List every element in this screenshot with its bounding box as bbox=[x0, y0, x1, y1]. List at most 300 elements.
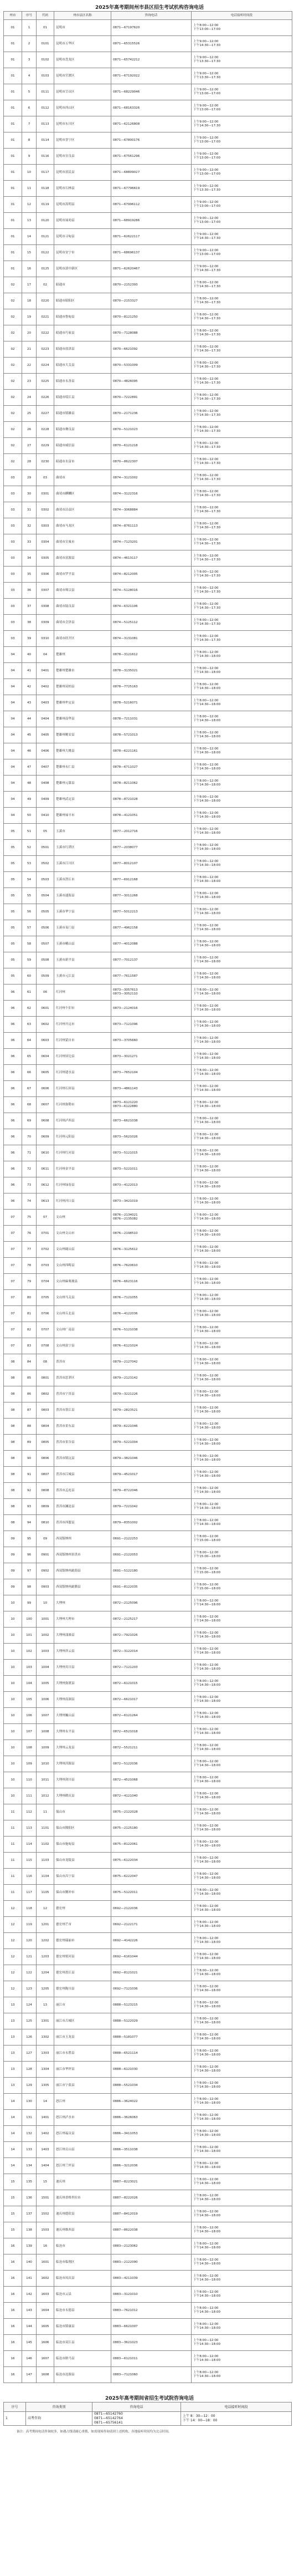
cell-phone: 0692—4142226 bbox=[111, 1933, 192, 1949]
cell-name: 德宏州瑞丽市 bbox=[54, 1933, 111, 1949]
cell-phone: 0888—5122029 bbox=[111, 2013, 192, 2029]
cell-code: 1601 bbox=[37, 2254, 54, 2271]
cell-name: 昭通市 bbox=[54, 277, 111, 293]
cell-index: 78 bbox=[22, 1258, 37, 1274]
cell-code: 1008 bbox=[37, 1724, 54, 1740]
cell-name: 文山州麻栗坡县 bbox=[54, 1274, 111, 1290]
cell-region: 06 bbox=[4, 1145, 22, 1161]
cell-phone: 0871—65742212 bbox=[111, 52, 192, 68]
cell-hours: 上午8:00—12:00 下午14:30—18:00 bbox=[192, 1113, 292, 1129]
cell-index: 112 bbox=[22, 1804, 37, 1820]
cell-hours: 上午8:00—12:00 下午14:30—17:30 bbox=[192, 358, 292, 374]
cell-region: 05 bbox=[4, 872, 22, 888]
cell-hours: 上午8:00—12:00 下午14:30—18:00 bbox=[192, 711, 292, 727]
cell-name: 普洱市思茅区 bbox=[54, 1370, 111, 1386]
table-row bbox=[4, 2190, 292, 2206]
cell-code: 0303 bbox=[37, 518, 54, 534]
cell-code: 0228 bbox=[37, 422, 54, 438]
cell-region: 03 bbox=[4, 486, 22, 502]
cell-phone: 0873—7652104 bbox=[111, 1065, 192, 1081]
cell-hours: 上午8:00—12:00 下午14:30—17:30 bbox=[192, 374, 292, 390]
table-header-row bbox=[4, 2402, 292, 2412]
cell-region: 12 bbox=[4, 1965, 22, 1981]
cell-index: 74 bbox=[22, 1193, 37, 1210]
cell-name: 楚雄州元谋县 bbox=[54, 776, 111, 792]
cell-name: 昆明市晋宁区 bbox=[54, 132, 111, 149]
cell-name: 玉溪市新平县 bbox=[54, 952, 111, 968]
cell-hours: 上午8:00—12:00 下午14:30—17:30 bbox=[192, 486, 292, 502]
cell-code: 0606 bbox=[37, 1081, 54, 1097]
cell-index: 96 bbox=[22, 1547, 37, 1563]
cell-hours: 上午8:00—12:00 下午14:30—18:00 bbox=[192, 1451, 292, 1467]
footnote: 备注：高考期间电话咨询较多，如遇占线请耐心重拨，如需现场咨询请到上述机构，各地接听时间均为北京时间。 bbox=[17, 2430, 172, 2434]
cell-region: 14 bbox=[4, 2094, 22, 2110]
cell-hours: 上午8:00—12:00 下午15:00—18:00 bbox=[192, 1547, 292, 1563]
cell-hours: 上午8:00—12:00 下午14:30—18:00 bbox=[192, 1290, 292, 1306]
cell-region: 07 bbox=[4, 1306, 22, 1322]
cell-code: 1006 bbox=[37, 1692, 54, 1708]
cell-hours: 上午8:00—12:00 下午14:30—18:00 bbox=[192, 920, 292, 936]
cell-code: 0113 bbox=[37, 116, 54, 132]
table-row bbox=[4, 454, 292, 470]
table-row bbox=[4, 1354, 292, 1370]
cell-name: 曲靖市陆良县 bbox=[54, 599, 111, 615]
cell-hours: 上午9:00—12:00 下午13:00—17:00 bbox=[192, 165, 292, 181]
cell-code: 06 bbox=[37, 985, 54, 1001]
table-row bbox=[4, 1740, 292, 1756]
table-row bbox=[4, 2367, 292, 2383]
cell-code: 0605 bbox=[37, 1065, 54, 1081]
cell-code: 09 bbox=[37, 1531, 54, 1547]
cell-code: 0508 bbox=[37, 952, 54, 968]
cell-phone: 0879—6221046 bbox=[111, 1419, 192, 1435]
table-row bbox=[4, 1660, 292, 1676]
cell-hours: 上午8:00—12:00 下午14:30—18:00 bbox=[192, 2158, 292, 2174]
cell-name: 普洱市西盟县 bbox=[54, 1515, 111, 1531]
cell-phone: 0874—8761113 bbox=[111, 518, 192, 534]
cell-region: 02 bbox=[4, 277, 22, 293]
cell-name: 曲靖市沾益区 bbox=[54, 502, 111, 518]
cell-phone: 0877—4962158 bbox=[111, 920, 192, 936]
cell-code: 1007 bbox=[37, 1708, 54, 1724]
table-row bbox=[4, 776, 292, 792]
cell-index: 88 bbox=[22, 1419, 37, 1435]
cell-region: 08 bbox=[4, 1435, 22, 1451]
cell-code: 1403 bbox=[37, 2142, 54, 2158]
cell-index: 118 bbox=[22, 1901, 37, 1917]
cell-region: 06 bbox=[4, 1017, 22, 1033]
cell-code: 13 bbox=[37, 1997, 54, 2013]
cell-code: 1607 bbox=[37, 2351, 54, 2367]
cell-phone: 0870—2171236 bbox=[111, 406, 192, 422]
cell-phone: 0872—7921026 bbox=[111, 1628, 192, 1644]
cell-name: 临沧市 bbox=[54, 2238, 111, 2254]
cell-code: 0609 bbox=[37, 1129, 54, 1145]
cell-code: 15 bbox=[37, 2174, 54, 2190]
cell-hours: 上午9:00—12:00 下午13:00—17:00 bbox=[192, 213, 292, 229]
contact-table bbox=[3, 11, 292, 2383]
table-row bbox=[4, 422, 292, 438]
table-row bbox=[4, 2335, 292, 2351]
cell-hours: 上午8:00—12:00 下午14:30—18:00 bbox=[192, 2126, 292, 2142]
cell-hours: 上午9:00—12:00 下午13:00—17:00 bbox=[192, 100, 292, 116]
cell-code: 1301 bbox=[37, 2013, 54, 2029]
cell-phone: 0876—7121055 bbox=[111, 1290, 192, 1306]
table-row bbox=[4, 2206, 292, 2222]
cell-code: 0407 bbox=[37, 759, 54, 776]
cell-phone: 0877—4012088 bbox=[111, 936, 192, 952]
table-row bbox=[4, 711, 292, 727]
cell-hours: 上午8:00—12:00 下午14:30—17:30 bbox=[192, 390, 292, 406]
cell-hours: 上午9:00—12:00 下午14:30—17:30 bbox=[192, 36, 292, 52]
cell-region: 01 bbox=[4, 20, 22, 36]
cell-hours: 上午8:00—12:00 下午14:30—17:30 bbox=[192, 534, 292, 550]
cell-name: 昆明市盘龙区 bbox=[54, 52, 111, 68]
table-row bbox=[4, 245, 292, 261]
cell-name: 曲靖市富源县 bbox=[54, 550, 111, 567]
cell-index: 35 bbox=[22, 567, 37, 583]
cell-name: 红河州蒙自市 bbox=[54, 1033, 111, 1049]
cell-region: 16 bbox=[4, 2254, 22, 2271]
cell-code: 0901 bbox=[37, 1547, 54, 1563]
cell-region: 02 bbox=[4, 341, 22, 358]
cell-phone: 0875—8122061 bbox=[111, 1837, 192, 1853]
cell-code: 0306 bbox=[37, 567, 54, 583]
table-row bbox=[4, 1226, 292, 1242]
cell-index: 1 bbox=[4, 2412, 26, 2426]
cell-region: 06 bbox=[4, 985, 22, 1001]
cell-code: 0706 bbox=[37, 1306, 54, 1322]
cell-region: 02 bbox=[4, 374, 22, 390]
table-row bbox=[4, 390, 292, 406]
cell-name: 德宏州盈江县 bbox=[54, 1965, 111, 1981]
cell-region: 14 bbox=[4, 2126, 22, 2142]
table-row bbox=[4, 695, 292, 711]
cell-index: 76 bbox=[22, 1226, 37, 1242]
cell-name: 曲靖市 bbox=[54, 470, 111, 486]
table-row bbox=[4, 2222, 292, 2238]
cell-hours: 上午8:00—12:00 下午14:30—18:00 bbox=[192, 1193, 292, 1210]
cell-code: 1401 bbox=[37, 2110, 54, 2126]
cell-name: 迪庆州德钦县 bbox=[54, 2206, 111, 2222]
cell-phone: 0887—8223021 bbox=[111, 2174, 192, 2190]
cell-phone: 0872—5521211 bbox=[111, 1740, 192, 1756]
cell-index: 46 bbox=[22, 743, 37, 759]
cell-name: 曲靖市会泽县 bbox=[54, 615, 111, 631]
cell-hours: 上午8:00—12:00 下午14:30—18:00 bbox=[192, 1049, 292, 1065]
cell-region: 05 bbox=[4, 888, 22, 904]
table-row bbox=[4, 1804, 292, 1820]
cell-name: 怒江州泸水市 bbox=[54, 2110, 111, 2126]
cell-region: 01 bbox=[4, 261, 22, 277]
cell-code: 0505 bbox=[37, 904, 54, 920]
cell-hours: 上午9:00—12:00 下午13:00—17:00 bbox=[192, 149, 292, 165]
table-row bbox=[4, 2158, 292, 2174]
cell-region: 09 bbox=[4, 1547, 22, 1563]
cell-name: 西双版纳州景洪市 bbox=[54, 1547, 111, 1563]
cell-region: 03 bbox=[4, 583, 22, 599]
cell-region: 05 bbox=[4, 904, 22, 920]
cell-phone: 0876—2198510 bbox=[111, 1226, 192, 1242]
cell-phone: 0874—5128016 bbox=[111, 583, 192, 599]
table-row bbox=[4, 888, 292, 904]
cell-region: 01 bbox=[4, 213, 22, 229]
cell-name: 普洱市 bbox=[54, 1354, 111, 1370]
cell-code: 1003 bbox=[37, 1644, 54, 1660]
cell-region: 16 bbox=[4, 2303, 22, 2319]
cell-code: 0701 bbox=[37, 1226, 54, 1242]
cell-phone: 0874—4613117 bbox=[111, 550, 192, 567]
table-row bbox=[4, 20, 292, 36]
cell-index: 18 bbox=[22, 293, 37, 309]
cell-hours: 上午8:00—12:00 下午14:30—18:00 bbox=[192, 1145, 292, 1161]
table-row bbox=[4, 1515, 292, 1531]
cell-hours: 上午8:00—12:00 下午14:30—18:00 bbox=[192, 1869, 292, 1885]
cell-phone: 0692—8121021 bbox=[111, 1965, 192, 1981]
cell-hours: 上午8:00—12:00 下午14:30—18:00 bbox=[192, 1515, 292, 1531]
cell-index: 91 bbox=[22, 1467, 37, 1483]
cell-region: 13 bbox=[4, 2078, 22, 2094]
cell-name: 玉溪市红塔区 bbox=[54, 840, 111, 856]
cell-phone: 0888—5521034 bbox=[111, 2078, 192, 2094]
cell-phone: 0883—2123062 bbox=[111, 2238, 192, 2254]
table-row bbox=[4, 2142, 292, 2158]
cell-code: 0103 bbox=[37, 68, 54, 84]
cell-region: 08 bbox=[4, 1386, 22, 1402]
cell-code: 0602 bbox=[37, 1017, 54, 1033]
table-row bbox=[4, 2078, 292, 2094]
cell-index: 122 bbox=[22, 1965, 37, 1981]
cell-hours: 上午8:00—12:00 下午14:30—18:00 bbox=[192, 936, 292, 952]
cell-hours: 上午8:00—12:00 下午14:30—17:30 bbox=[192, 550, 292, 567]
cell-hours: 上午8:00—12:00 下午14:30—18:00 bbox=[192, 1177, 292, 1193]
cell-name: 昭通市鲁甸县 bbox=[54, 309, 111, 325]
cell-index: 135 bbox=[22, 2174, 37, 2190]
cell-hours: 上午8:00—12:00 下午14:30—18:00 bbox=[192, 2254, 292, 2271]
cell-code: 0708 bbox=[37, 1338, 54, 1354]
cell-index: 16 bbox=[22, 261, 37, 277]
cell-hours: 上午8:00—12:00 下午14:30—18:00 bbox=[192, 759, 292, 776]
cell-name: 丽江市永胜县 bbox=[54, 2046, 111, 2062]
cell-name: 文山州 bbox=[54, 1210, 111, 1226]
cell-phone: 0872—4521068 bbox=[111, 1772, 192, 1788]
cell-hours: 上午8:00—12:00 下午14:30—18:00 bbox=[192, 1965, 292, 1981]
cell-code: 1204 bbox=[37, 1965, 54, 1981]
cell-index: 4 bbox=[22, 68, 37, 84]
cell-hours: 上午8:00—12:00 下午14:30—18:00 bbox=[192, 1065, 292, 1081]
cell-index: 7 bbox=[22, 116, 37, 132]
cell-name: 昭通市大关县 bbox=[54, 358, 111, 374]
cell-name: 楚雄州南华县 bbox=[54, 711, 111, 727]
cell-code: 1603 bbox=[37, 2287, 54, 2303]
cell-hours: 上午8:00—12:00 下午14:30—18:00 bbox=[192, 1804, 292, 1820]
cell-hours: 上午8:00—12:00 下午14:30—18:00 bbox=[192, 2238, 292, 2254]
cell-hours: 上午8:00—12:00 下午14:30—18:00 bbox=[192, 1595, 292, 1611]
cell-code: 0502 bbox=[37, 856, 54, 872]
cell-region: 02 bbox=[4, 358, 22, 374]
cell-region: 06 bbox=[4, 1097, 22, 1113]
cell-code: 0608 bbox=[37, 1113, 54, 1129]
cell-hours: 上午8:00—12:00 下午14:30—18:00 bbox=[192, 2287, 292, 2303]
cell-phone: 0878—3135021 bbox=[111, 663, 192, 679]
table-row bbox=[4, 2351, 292, 2367]
cell-region: 10 bbox=[4, 1772, 22, 1788]
cell-code: 0806 bbox=[37, 1451, 54, 1467]
cell-index: 87 bbox=[22, 1402, 37, 1419]
cell-region: 01 bbox=[4, 165, 22, 181]
cell-hours: 上午8:00—12:00 下午14:30—17:30 bbox=[192, 583, 292, 599]
cell-code: 1009 bbox=[37, 1740, 54, 1756]
cell-code: 16 bbox=[37, 2238, 54, 2254]
cell-name: 普洱市孟连县 bbox=[54, 1483, 111, 1499]
cell-region: 03 bbox=[4, 534, 22, 550]
table-row bbox=[4, 920, 292, 936]
cell-region: 07 bbox=[4, 1258, 22, 1274]
cell-phone: 0879—2127042 bbox=[111, 1354, 192, 1370]
cell-code: 1105 bbox=[37, 1885, 54, 1901]
cell-region: 16 bbox=[4, 2319, 22, 2335]
table-row bbox=[4, 1756, 292, 1772]
cell-code: 0707 bbox=[37, 1322, 54, 1338]
cell-region: 04 bbox=[4, 711, 22, 727]
cell-region: 07 bbox=[4, 1242, 22, 1258]
cell-hours: 上午8:00—12:00 下午15:00—18:00 bbox=[192, 1579, 292, 1595]
cell-hours: 上午8:00—12:00 下午14:30—18:00 bbox=[192, 1338, 292, 1354]
cell-code: 0308 bbox=[37, 599, 54, 615]
cell-code: 1302 bbox=[37, 2029, 54, 2046]
cell-phone: 0886—3411053 bbox=[111, 2126, 192, 2142]
cell-region: 14 bbox=[4, 2158, 22, 2174]
cell-phone: 0874—3121002 bbox=[111, 470, 192, 486]
cell-name: 迪庆州香格里拉市 bbox=[54, 2190, 111, 2206]
table-row bbox=[4, 1676, 292, 1692]
cell-code: 0220 bbox=[37, 293, 54, 309]
cell-region: 06 bbox=[4, 1001, 22, 1017]
cell-hours: 上午8:00—12:00 下午14:30—17:30 bbox=[192, 438, 292, 454]
cell-hours: 上午8:00—12:00 下午14:30—17:30 bbox=[192, 599, 292, 615]
cell-index: 126 bbox=[22, 2029, 37, 2046]
cell-hours: 上午8:00—12:00 下午14:30—18:00 bbox=[192, 1772, 292, 1788]
cell-hours: 上午8:00—12:00 下午14:30—18:00 bbox=[192, 888, 292, 904]
cell-phone: 0883—7621012 bbox=[111, 2303, 192, 2319]
cell-phone: 0870—8121250 bbox=[111, 309, 192, 325]
cell-phone: 0874—6321106 bbox=[111, 599, 192, 615]
cell-name: 楚雄州永仁县 bbox=[54, 759, 111, 776]
cell-name: 昭通市盐津县 bbox=[54, 341, 111, 358]
cell-index: 139 bbox=[22, 2238, 37, 2254]
cell-index: 101 bbox=[22, 1628, 37, 1644]
table-row bbox=[4, 615, 292, 631]
cell-name: 昭通市绥江县 bbox=[54, 390, 111, 406]
cell-code: 0404 bbox=[37, 711, 54, 727]
cell-region: 03 bbox=[4, 615, 22, 631]
table-row bbox=[4, 1177, 292, 1193]
cell-region: 09 bbox=[4, 1563, 22, 1579]
cell-name: 红河州屏边县 bbox=[54, 1049, 111, 1065]
cell-region: 06 bbox=[4, 1049, 22, 1065]
cell-phone: 0875—6222047 bbox=[111, 1869, 192, 1885]
table-row bbox=[4, 1595, 292, 1611]
cell-hours: 上午8:00—12:00 下午14:30—18:00 bbox=[192, 2110, 292, 2126]
cell-index: 8 bbox=[22, 132, 37, 149]
cell-hours: 上午9:00—12:00 下午14:30—17:30 bbox=[192, 261, 292, 277]
cell-hours: 上午8:00—12:00 下午14:30—18:00 bbox=[192, 1708, 292, 1724]
cell-phone: 0886—3624022 bbox=[111, 2094, 192, 2110]
cell-code: 0230 bbox=[37, 454, 54, 470]
cell-name: 普洱市澜沧县 bbox=[54, 1499, 111, 1515]
cell-name: 大理州永平县 bbox=[54, 1724, 111, 1740]
table-row bbox=[4, 2046, 292, 2062]
cell-region: 01 bbox=[4, 149, 22, 165]
cell-phone: 0876—5121038 bbox=[111, 1322, 192, 1338]
cell-name: 文山州砚山县 bbox=[54, 1242, 111, 1258]
cell-region: 09 bbox=[4, 1531, 22, 1547]
cell-phone: 0878—5721013 bbox=[111, 727, 192, 743]
cell-hours: 上午8:00—12:00 下午14:30—18:00 bbox=[192, 1370, 292, 1386]
cell-phone: 0870—7128088 bbox=[111, 325, 192, 341]
cell-name: 昆明市五华区 bbox=[54, 36, 111, 52]
cell-region: 02 bbox=[4, 390, 22, 406]
cell-phone: 0878—3121612 bbox=[111, 647, 192, 663]
cell-phone: 0873—5121015 bbox=[111, 1145, 192, 1161]
cell-phone: 0873—3021271 bbox=[111, 1049, 192, 1065]
cell-hours: 上午9:00—12:00 下午13:30—17:30 bbox=[192, 181, 292, 197]
cell-region: 13 bbox=[4, 2062, 22, 2078]
cell-phone: 0691—2122253 bbox=[111, 1531, 192, 1547]
cell-phone: 0871—67800176 bbox=[111, 132, 192, 149]
table-row bbox=[4, 792, 292, 808]
cell-hours: 上午8:00—12:00 下午13:00—17:00 bbox=[192, 20, 292, 36]
cell-phone: 0872—2125217 bbox=[111, 1611, 192, 1628]
cell-index: 3 bbox=[22, 52, 37, 68]
cell-hours: 上午8:00—12:00 下午14:30—18:00 bbox=[192, 2335, 292, 2351]
cell-phone: 0870—7222891 bbox=[111, 390, 192, 406]
header-name: 州市县区名称 bbox=[54, 12, 111, 20]
cell-phone: 0872—4121040 bbox=[111, 1788, 192, 1804]
cell-index: 68 bbox=[22, 1097, 37, 1113]
cell-region: 07 bbox=[4, 1290, 22, 1306]
cell-name: 楚雄州牟定县 bbox=[54, 695, 111, 711]
cell-name: 怒江州福贡县 bbox=[54, 2126, 111, 2142]
cell-hours: 上午8:00—12:00 下午14:30—17:30 bbox=[192, 325, 292, 341]
cell-region: 04 bbox=[4, 647, 22, 663]
cell-index: 6 bbox=[22, 100, 37, 116]
cell-name: 丽江市华坪县 bbox=[54, 2062, 111, 2078]
cell-index: 128 bbox=[22, 2062, 37, 2078]
cell-phone: 0888—6121030 bbox=[111, 2062, 192, 2078]
cell-index: 28 bbox=[22, 454, 37, 470]
cell-region: 06 bbox=[4, 1033, 22, 1049]
cell-index: 138 bbox=[22, 2222, 37, 2238]
table-row bbox=[4, 1788, 292, 1804]
cell-phone: 0691—5122180 bbox=[111, 1563, 192, 1579]
cell-index: 30 bbox=[22, 486, 37, 502]
cell-phone: 0876—4122036 bbox=[111, 1306, 192, 1322]
cell-phone: 0878—6711027 bbox=[111, 759, 192, 776]
cell-hours: 上午8:00—12:00 下午14:30—18:00 bbox=[192, 2029, 292, 2046]
cell-index: 84 bbox=[22, 1354, 37, 1370]
cell-hours: 上午8:00—12:00 下午14:30—18:00 bbox=[192, 2142, 292, 2158]
cell-name: 楚雄州楚雄市 bbox=[54, 663, 111, 679]
cell-index: 53 bbox=[22, 856, 37, 872]
table-row bbox=[4, 968, 292, 985]
cell-code: 07 bbox=[37, 1210, 54, 1226]
table-row bbox=[4, 1258, 292, 1274]
cell-name: 文山州富宁县 bbox=[54, 1338, 111, 1354]
cell-hours: 上午8:00—12:00 下午14:30—18:00 bbox=[192, 872, 292, 888]
cell-hours: 上午8:00—12:00 下午14:30—18:00 bbox=[192, 2094, 292, 2110]
table-row bbox=[4, 1210, 292, 1226]
